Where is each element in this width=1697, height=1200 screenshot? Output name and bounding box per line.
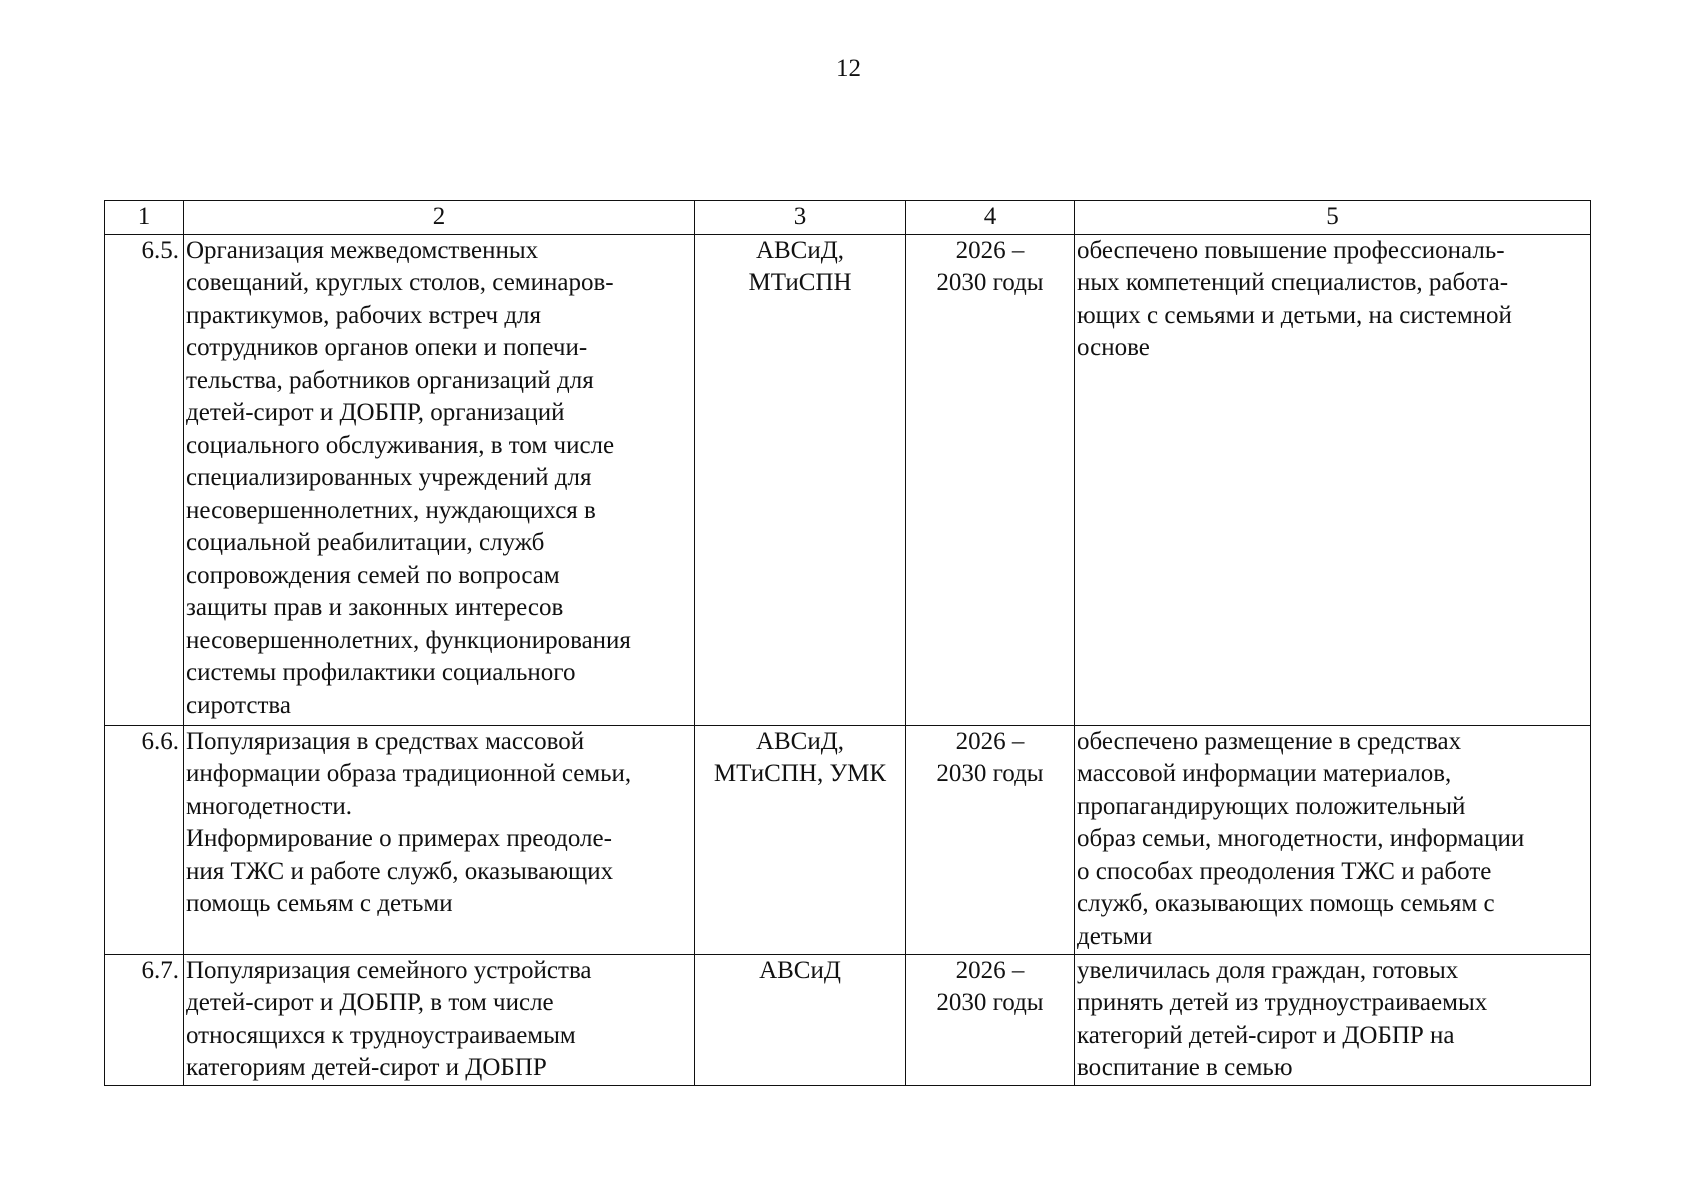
text-line: МТиСПН [748, 269, 852, 296]
text-line: 2030 годы [936, 760, 1044, 787]
executors-cell [695, 725, 906, 954]
text-line: детей-сирот и ДОБПР, в том числе [186, 989, 554, 1016]
text-line: ющих с семьями и детьми, на системной [1077, 301, 1512, 329]
text-line: ных компетенций специалистов, работа- [1077, 269, 1509, 296]
text-line: информации образа традиционной семьи, [186, 760, 632, 787]
column-header: 3 [695, 201, 906, 235]
term-cell [906, 954, 1075, 1085]
term-cell [906, 234, 1075, 725]
row-number: 6.7. [105, 954, 184, 1085]
result-cell [1075, 725, 1591, 954]
text-line: несовершеннолетних, нуждающихся в [186, 496, 596, 524]
table-row [105, 954, 1591, 1085]
text-line: совещаний, круглых столов, семинаров- [186, 269, 614, 296]
row-number: 6.5. [105, 234, 184, 725]
text-line: относящихся к трудноустраиваемым [186, 1021, 576, 1049]
column-header: 4 [906, 201, 1075, 235]
result-cell [1075, 954, 1591, 1085]
text-line: Организация межведомственных [186, 236, 539, 264]
text-line: АВСиД, [755, 236, 845, 264]
column-header: 1 [105, 201, 184, 235]
executors-cell [695, 234, 906, 725]
column-header: 2 [184, 201, 695, 235]
table-row [105, 234, 1591, 725]
action-cell [184, 725, 695, 954]
text-line: социальной реабилитации, служб [186, 529, 545, 556]
text-line: 2026 – [955, 727, 1025, 755]
text-line: 2030 годы [936, 269, 1044, 296]
text-line: 2026 – [955, 956, 1025, 984]
text-line: обеспечено размещение в средствах [1077, 727, 1462, 755]
text-line: АВСиД, [755, 727, 845, 755]
page-number: 12 [836, 55, 861, 82]
text-line: 2026 – [955, 236, 1025, 264]
text-line: воспитание в семью [1077, 1054, 1293, 1081]
text-line: категорий детей-сирот и ДОБПР на [1077, 1021, 1455, 1049]
text-line: обеспечено повышение профессиональ- [1077, 236, 1505, 264]
text-line: МТиСПН, УМК [713, 760, 887, 787]
text-line: сиротства [186, 691, 291, 719]
action-cell [184, 234, 695, 725]
row-number: 6.6. [105, 725, 184, 954]
text-line: помощь семьям с детьми [186, 890, 453, 917]
result-cell [1075, 234, 1591, 725]
text-line: защиты прав и законных интересов [186, 594, 564, 621]
text-line: ния ТЖС и работе служб, оказывающих [186, 857, 614, 885]
text-line: тельства, работников организаций для [186, 366, 594, 394]
text-line: 2030 годы [936, 989, 1044, 1016]
action-cell [184, 954, 695, 1085]
text-line: сопровождения семей по вопросам [186, 561, 560, 589]
text-line: о способах преодоления ТЖС и работе [1077, 857, 1492, 885]
text-line: массовой информации материалов, [1077, 760, 1452, 787]
text-line: образ семьи, многодетности, информации [1077, 825, 1525, 852]
text-line: социального обслуживания, в том числе [186, 431, 615, 459]
text-line: многодетности. [186, 792, 353, 820]
text-line: детьми [1077, 922, 1153, 950]
text-line: Популяризация в средствах массовой [186, 727, 585, 755]
table-header-row [105, 201, 1591, 235]
term-cell [906, 725, 1075, 954]
text-line: пропагандирующих положительный [1077, 792, 1466, 820]
text-line: Популяризация семейного устройства [186, 956, 592, 984]
text-line: увеличилась доля граждан, готовых [1077, 956, 1459, 984]
text-line: Информирование о примерах преодоле- [186, 825, 612, 852]
text-line: несовершеннолетних, функционирования [186, 626, 631, 654]
column-header: 5 [1075, 201, 1591, 235]
text-line: АВСиД [759, 956, 841, 984]
text-line: служб, оказывающих помощь семьям с [1077, 890, 1495, 917]
text-line: детей-сирот и ДОБПР, организаций [186, 399, 565, 426]
text-line: системы профилактики социального [186, 659, 576, 686]
table-row [105, 725, 1591, 954]
text-line: сотрудников органов опеки и попечи- [186, 334, 588, 361]
executors-cell [695, 954, 906, 1085]
text-line: практикумов, рабочих встреч для [186, 301, 542, 329]
text-line: основе [1077, 334, 1150, 361]
text-line: категориям детей-сирот и ДОБПР [186, 1054, 547, 1081]
text-line: специализированных учреждений для [186, 464, 592, 491]
text-line: принять детей из трудноустраиваемых [1077, 989, 1488, 1016]
measures-table [104, 200, 1591, 1086]
